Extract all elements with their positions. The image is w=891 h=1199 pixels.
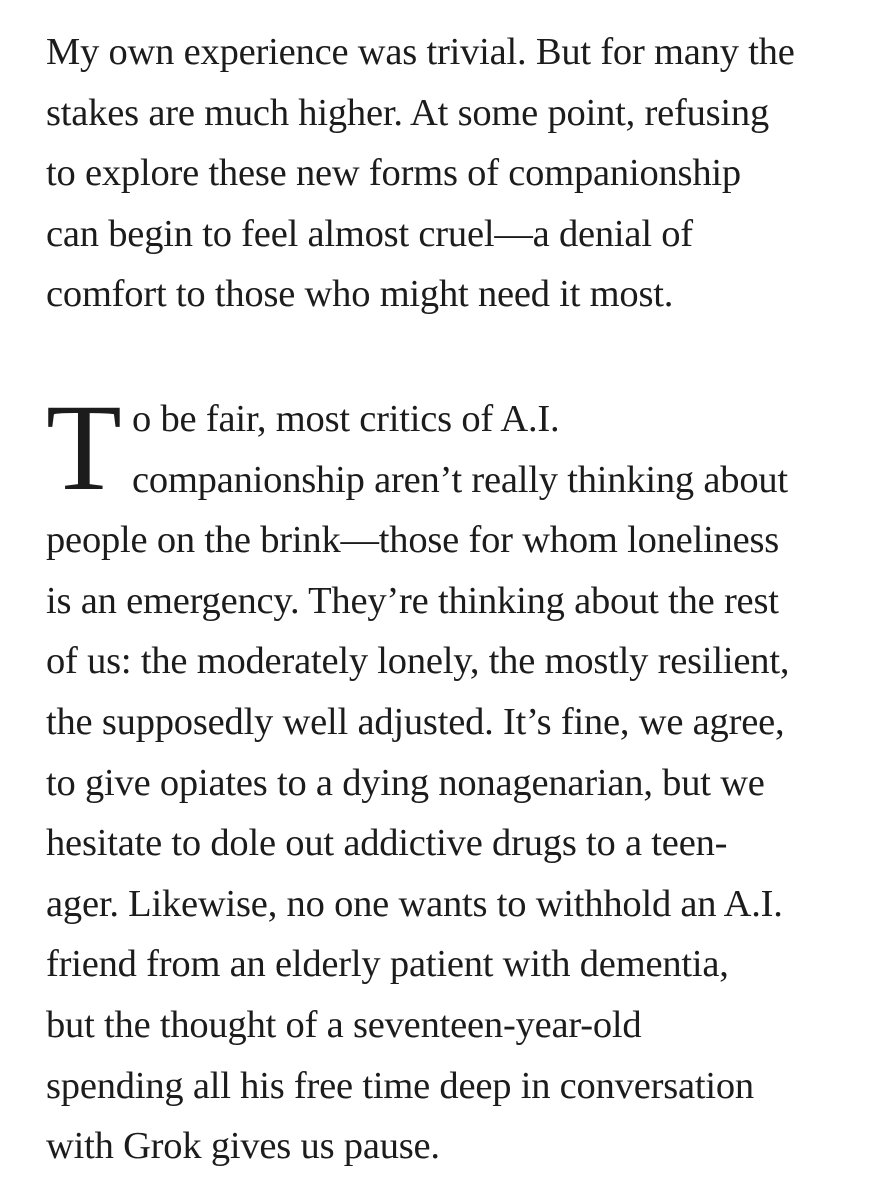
text-line: My own experience was trivial. But for many the: [46, 31, 795, 73]
text-line: of us: the moderately lonely, the mostly resilient,: [46, 640, 790, 683]
text-line: stakes are much higher. At some point, refusing: [46, 91, 770, 134]
text-line: with Grok gives us pause.: [46, 1125, 440, 1168]
text-line: friend from an elderly patient with dementia,: [46, 943, 729, 986]
paragraph-2: [46, 378, 866, 1177]
text-line: comfort to those who might need it most.: [46, 273, 674, 316]
drop-cap: T: [46, 378, 122, 516]
text-line: can begin to feel almost cruel—a denial of: [46, 212, 693, 255]
text-line: the supposedly well adjusted. It’s fine, we agree,: [46, 700, 785, 743]
text-line: ager. Likewise, no one wants to withhold an A.I.: [46, 882, 783, 925]
paragraph-1: [46, 22, 866, 325]
text-line: spending all his free time deep in conversation: [46, 1064, 754, 1107]
text-line: to give opiates to a dying nonagenarian, but we: [46, 761, 765, 804]
text-line: to explore these new forms of companionship: [46, 152, 741, 195]
text-line: companionship aren’t really thinking about: [132, 458, 788, 501]
text-line: but the thought of a seventeen-year-old: [46, 1003, 642, 1046]
text-line: o be fair, most critics of A.I.: [132, 397, 560, 440]
article-body: [46, 22, 866, 1177]
text-line: people on the brink—those for whom loneliness: [46, 519, 780, 562]
text-line: hesitate to dole out addictive drugs to a teen-: [46, 822, 728, 865]
text-line: is an emergency. They’re thinking about the rest: [46, 579, 779, 622]
